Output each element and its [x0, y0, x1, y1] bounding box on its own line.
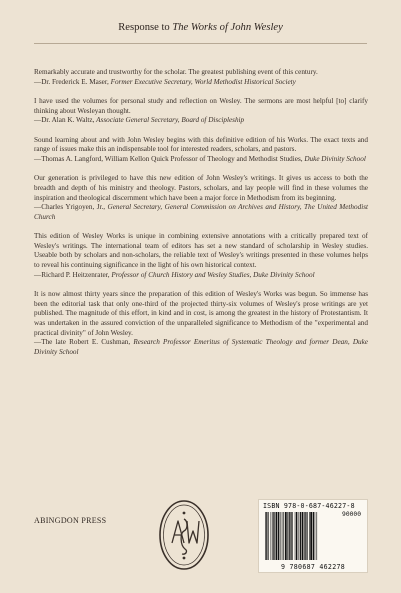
blurb-quote: Sound learning about and with John Wesley begins with this definitive edition of his Works. The exact texts and range of issues make this an indispensable tool for interested readers, scholars, and pastors.: [34, 135, 368, 154]
blurb-attribution: [34, 155, 368, 165]
blurb-author: —Thomas A. Langford, William Kellon Quick Professor of Theology and Methodist Studies,: [34, 154, 305, 163]
blurb-attribution: [34, 271, 368, 281]
blurb-attribution: [34, 78, 368, 88]
title-divider: [34, 43, 367, 44]
blurb: [34, 97, 368, 126]
blurb-author: —The late Robert E. Cushman,: [34, 338, 134, 347]
blurb-attribution: [34, 338, 368, 357]
publisher-name: ABINGDON PRESS: [34, 516, 107, 525]
blurb-author-role: General Secretary, General Commission on Archives and History, The United Methodist Church: [34, 203, 368, 221]
ean-number: 9 780687 462278: [280, 563, 346, 571]
blurb-quote: Remarkably accurate and trustworthy for the scholar. The greatest publishing event of this century.: [34, 68, 318, 76]
blurb-author: —Dr. Frederick E. Maser,: [34, 77, 111, 86]
blurb: [34, 290, 368, 357]
blurb-list: [34, 68, 368, 367]
isbn-text: ISBN 978-0-687-46227-8: [263, 502, 355, 510]
blurb-author-role: Professor of Church History and Wesley Studies, Duke Divinity School: [111, 270, 315, 279]
title-prefix: Response to: [118, 22, 173, 33]
blurb-quote: Our generation is privileged to have this new edition of John Wesley's writings. It gives us access to both the breadth and depth of his ministry and theology. Pastors, scholars, and lay people will find in these volumes the inspiration and theological discernment which have been a major force in Methodism from its beginning.: [34, 174, 368, 202]
blurb-quote: I have used the volumes for personal study and reflection on Wesley. The sermons are most helpful [to] clarify thinking about Wesleyan thought.: [34, 97, 368, 115]
blurb-author-role: Former Executive Secretary, World Methodist Historical Society: [110, 77, 296, 86]
blurb: [34, 174, 368, 222]
blurb: [34, 136, 368, 165]
blurb: [34, 68, 368, 87]
blurb-quote: It is now almost thirty years since the preparation of this edition of Wesley's Works was begun. So immense has been the editorial task that only one-third of the projected thirty-six volumes of Wesley's prose writings are yet published. The magnitude of this effort, in kind and in cost, is among the greatest in the history of Protestantism. It was undertaken in the assured conviction of the unparalleled significance to Methodism of the "experimental and practical divinity" of John Wesley.: [34, 290, 368, 337]
blurb-quote: This edition of Wesley Works is unique in combining extensive annotations with a critically prepared text of Wesley's writings. The international team of editors has set a new standard of scholarship in Wesley studies. Useable both by scholars and non-scholars, the reliable text of Wesley's writings presented in these volumes helps to reveal his continuing significance in the light of his own historical context.: [34, 232, 368, 270]
blurb-author: —Richard P. Heitzenrater,: [34, 270, 112, 279]
blurb-author-role: Duke Divinity School: [304, 154, 366, 163]
blurb-attribution: [34, 203, 368, 222]
blurb-author-role: Associate General Secretary, Board of Discipleship: [96, 116, 245, 125]
blurb: [34, 232, 368, 280]
blurb-attribution: [34, 116, 368, 126]
page-title: [0, 22, 401, 33]
wesley-seal-logo: [158, 499, 210, 571]
blurb-author-role: Research Professor Emeritus of Systematic Theology and former Dean, Duke Divinity School: [34, 338, 368, 356]
price-code: 90000: [342, 511, 361, 518]
blurb-author: —Dr. Alan K. Waltz,: [34, 116, 97, 125]
blurb-author: —Charles Yrigoyen, Jr.,: [34, 203, 108, 212]
barcode-panel: [258, 499, 368, 573]
barcode-icon: [263, 512, 363, 560]
title-italic: The Works of John Wesley: [172, 22, 283, 33]
cover-footer: [34, 496, 367, 576]
